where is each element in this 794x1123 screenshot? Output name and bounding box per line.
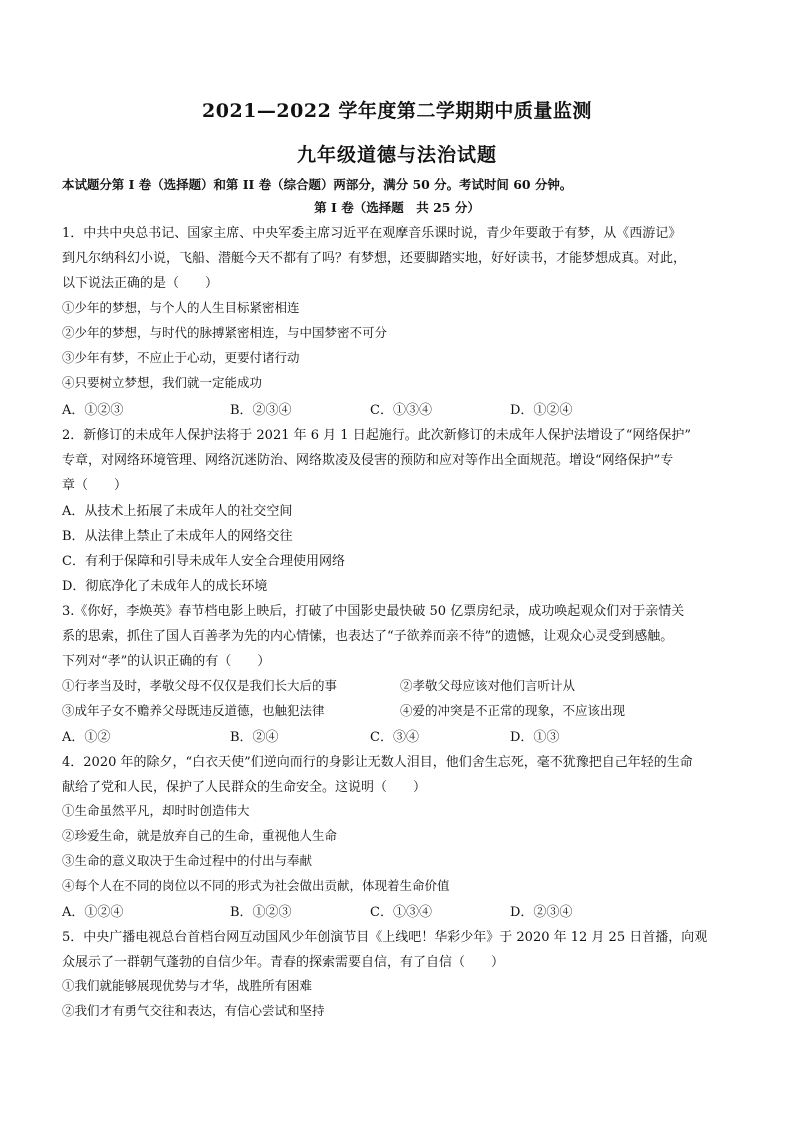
q4-item: ①生命虽然平凡，却时时创造伟大 (62, 803, 250, 818)
q1-stem-line: 以下说法正确的是（ ） (62, 276, 219, 291)
q5-item: ①我们就能够展现优势与才华，战胜所有困难 (62, 978, 313, 993)
q3-option-a[interactable]: A．①② (62, 730, 111, 745)
q4-stem-line: 4．2020 年的除夕，“白衣天使”们逆向而行的身影让无数人泪目，他们舍生忘死，毫不犹豫把自己年轻的生命 (62, 755, 693, 770)
q3-option-c[interactable]: C．③④ (370, 730, 419, 745)
q1-option-a[interactable]: A．①②③ (62, 403, 124, 418)
q1-option-d[interactable]: D．①②④ (510, 403, 573, 418)
exam-subtitle: 九年级道德与法治试题 (296, 144, 497, 166)
q1-item: ②少年的梦想，与时代的脉搏紧密相连，与中国梦密不可分 (62, 325, 388, 340)
q1-item: ④只要树立梦想，我们就一定能成功 (62, 375, 263, 390)
q1-item: ①少年的梦想，与个人的人生目标紧密相连 (62, 300, 300, 315)
q3-item: ④爱的冲突是不正常的现象，不应该出现 (400, 703, 626, 718)
q3-stem-line: 下列对“孝”的认识正确的有（ ） (62, 654, 271, 669)
q2-stem-line: 2．新修订的未成年人保护法将于 2021 年 6 月 1 日起施行。此次新修订的未成年人保护法增设了“网络保护” (62, 428, 691, 443)
q3-item: ①行孝当及时，孝敬父母不仅仅是我们长大后的事 (62, 678, 338, 693)
q4-option-b[interactable]: B．①②③ (230, 905, 292, 920)
q3-item: ②孝敬父母应该对他们言听计从 (400, 678, 576, 693)
q3-option-b[interactable]: B．②④ (230, 730, 279, 745)
q2-option-b[interactable]: B．从法律上禁止了未成年人的网络交往 (62, 529, 293, 544)
q2-option-a[interactable]: A．从技术上拓展了未成年人的社交空间 (62, 504, 293, 519)
q5-stem-line: 众展示了一群朝气蓬勃的自信少年。青春的探索需要自信，有了自信（ ） (62, 955, 505, 970)
q4-option-d[interactable]: D．②③④ (510, 905, 573, 920)
q4-item: ④每个人在不同的岗位以不同的形式为社会做出贡献，体现着生命价值 (62, 878, 450, 893)
q3-stem-line: 3.《你好，李焕英》春节档电影上映后，打破了中国影史最快破 50 亿票房纪录，成功唤起观众们对于亲情关 (62, 604, 685, 619)
exam-title: 2021—2022 学年度第二学期期中质量监测 (202, 100, 592, 122)
q3-stem-line: 系的思索，抓住了国人百善孝为先的内心情愫，也表达了“子欲养而亲不待”的遗憾，让观众心灵受到感触。 (62, 629, 674, 644)
q5-stem-line: 5．中央广播电视总台首档台网互动国风少年创演节目《上线吧！华彩少年》于 2020 年 12 月 25 日首播，向观 (62, 930, 708, 945)
q1-stem-line: 到凡尔纳科幻小说，飞船、潜艇今天不都有了吗？有梦想，还要脚踏实地，好好读书，才能梦想成真。对此， (62, 251, 687, 266)
q1-item: ③少年有梦，不应止于心动，更要付诸行动 (62, 350, 300, 365)
q1-option-c[interactable]: C．①③④ (370, 403, 432, 418)
q2-stem-line: 专章，对网络环境管理、网络沉迷防治、网络欺凌及侵害的预防和应对等作出全面规范。增设“网络保护”专 (62, 453, 674, 468)
q3-item: ③成年子女不赡养父母既违反道德，也触犯法律 (62, 703, 325, 718)
q5-item: ②我们才有勇气交往和表达，有信心尝试和坚持 (62, 1003, 325, 1018)
q2-stem-line: 章（ ） (62, 478, 128, 493)
q1-option-b[interactable]: B．②③④ (230, 403, 292, 418)
q4-stem-line: 献给了党和人民，保护了人民群众的生命安全。这说明（ ） (62, 780, 427, 795)
q1-stem-line: 1．中共中央总书记、国家主席、中央军委主席习近平在观摩音乐课时说，青少年要敢于有梦，从《西游记》 (62, 226, 682, 241)
q4-option-c[interactable]: C．①③④ (370, 905, 432, 920)
q2-option-d[interactable]: D．彻底净化了未成年人的成长环境 (62, 579, 268, 594)
section-heading: 第 I 卷（选择题 共 25 分） (314, 200, 480, 215)
q4-item: ③生命的意义取决于生命过程中的付出与奉献 (62, 853, 313, 868)
q4-option-a[interactable]: A．①②④ (62, 905, 124, 920)
q3-option-d[interactable]: D．①③ (510, 730, 560, 745)
q4-item: ②珍爱生命，就是放弃自己的生命，重视他人生命 (62, 828, 338, 843)
q2-option-c[interactable]: C．有利于保障和引导未成年人安全合理使用网络 (62, 554, 345, 569)
exam-note: 本试题分第 I 卷（选择题）和第 II 卷（综合题）两部分，满分 50 分。考试时间 60 分钟。 (62, 177, 573, 192)
